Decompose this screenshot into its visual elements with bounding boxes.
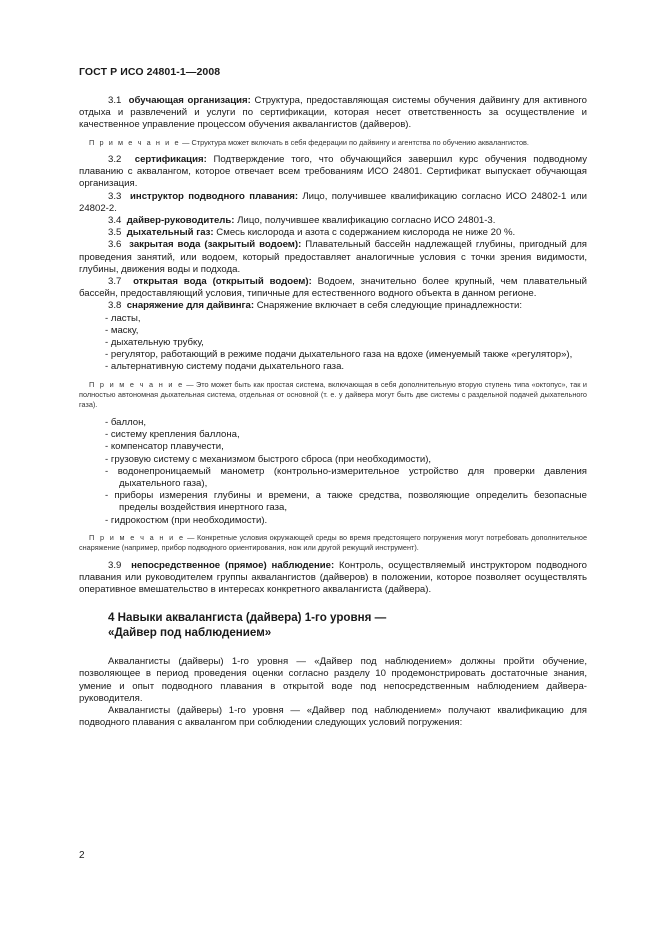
body-paragraph: Аквалангисты (дайверы) 1-го уровня — «Дайвер под наблюдением» должны пройти обучение, позволяющее в период проведения оценки согласно разделу 10 продемонстрировать достаточные знания, умение и опыт подводного плавания в открытой воде под непосредственным наблюдением дайвера-руководителя. <box>79 656 587 704</box>
note-2: П р и м е ч а н и е — Это может быть как простая система, включающая в себя дополнительную вторую ступень типа «октопус», так и полностью автономная дыхательная система, отдельная от основной (т. е. у дайвера могут быть две системы с раздельной подачей дыхательного газа). <box>79 379 588 410</box>
note-1: П р и м е ч а н и е — Структура может включать в себя федерации по дайвингу и агентства по обучению аквалангистов. <box>89 137 529 147</box>
definition-3-8: 3.8 снаряжение для дайвинга: Снаряжение включает в себя следующие принадлежности: <box>108 300 523 312</box>
definition-3-6: 3.6 закрытая вода (закрытый водоем): Плавательный бассейн надлежащей глубины, пригодный для проведения занятий, или водоем, который предоставляет аналогичные условия с точки зрения видимости, глубины, движения воды и подхода. <box>79 239 587 275</box>
list-item: - компенсатор плавучести, <box>105 441 224 453</box>
definition-3-5: 3.5 дыхательный газ: Смесь кислорода и азота с содержанием кислорода не ниже 20 %. <box>108 227 516 239</box>
definition-3-3: 3.3 инструктор подводного плавания: Лицо, получившее квалификацию согласно ИСО 24802-1 или 24802-2. <box>79 190 587 214</box>
section-heading-line2: «Дайвер под наблюдением» <box>108 626 272 640</box>
list-item: - дыхательную трубку, <box>105 337 204 349</box>
definition-3-2: 3.2 сертификация: Подтверждение того, что обучающийся завершил курс обучения подводному плаванию с аквалангом, которое отвечает всем требованиям ИСО 24801. Сертификат выпускает обучающая организация. <box>79 154 587 190</box>
definition-3-9: 3.9 непосредственное (прямое) наблюдение: Контроль, осуществляемый инструктором подводного плавания или руководителем группы аквалангистов (дайверов) в положении, которое позволяет осуществлять оперативное вмешательство в интересах конкретного аквалангиста (дайвера). <box>79 559 587 595</box>
document-body <box>79 95 587 729</box>
list-item: - грузовую систему с механизмом быстрого сброса (при необходимости), <box>105 453 432 465</box>
definition-3-1: 3.1 обучающая организация: Структура, предоставляющая системы обучения дайвингу для активного отдыха и развлечений и услуги по сертификации, которая несет ответственность за осуществление и качественное управление процессом обучения аквалангистов (дайверов). <box>79 95 587 131</box>
list-item: - гидрокостюм (при необходимости). <box>105 514 268 526</box>
list-item: - регулятор, работающий в режиме подачи дыхательного газа на вдохе (именуемый также «регулятор»), <box>105 349 573 361</box>
note-3: П р и м е ч а н и е — Конкретные условия окружающей среды во время предстоящего погружения могут потребовать дополнительное снаряжение (например, прибор подводного ориентирования, нож или другой режущий инструмент). <box>79 532 588 553</box>
definition-3-7: 3.7 открытая вода (открытый водоем): Водоем, значительно более крупный, чем плавательный бассейн, предоставляющий условия, типичные для естественного водного объекта в данном регионе. <box>79 276 587 300</box>
section-heading <box>79 610 587 640</box>
definition-3-4: 3.4 дайвер-руководитель: Лицо, получившее квалификацию согласно ИСО 24801-3. <box>108 215 496 227</box>
list-item: - систему крепления баллона, <box>105 429 240 441</box>
list-item: - ласты, <box>105 312 141 324</box>
list-item: - баллон, <box>105 416 147 428</box>
list-item: - альтернативную систему подачи дыхательного газа. <box>105 361 345 373</box>
list-item: - приборы измерения глубины и времени, а также средства, позволяющие определить безопасные пределы воздействия инертного газа, <box>105 490 587 514</box>
list-item: - водонепроницаемый манометр (контрольно-измерительное устройство для проверки давления дыхательного газа), <box>105 465 587 489</box>
body-paragraph: Аквалангисты (дайверы) 1-го уровня — «Дайвер под наблюдением» получают квалификацию для подводного плавания с аквалангом при соблюдении следующих условий погружения: <box>79 704 587 729</box>
section-heading-line1: 4 Навыки аквалангиста (дайвера) 1-го уровня — <box>108 611 387 625</box>
list-item: - маску, <box>105 324 139 336</box>
document-header: ГОСТ Р ИСО 24801-1—2008 <box>79 66 221 78</box>
page-number: 2 <box>79 850 85 861</box>
